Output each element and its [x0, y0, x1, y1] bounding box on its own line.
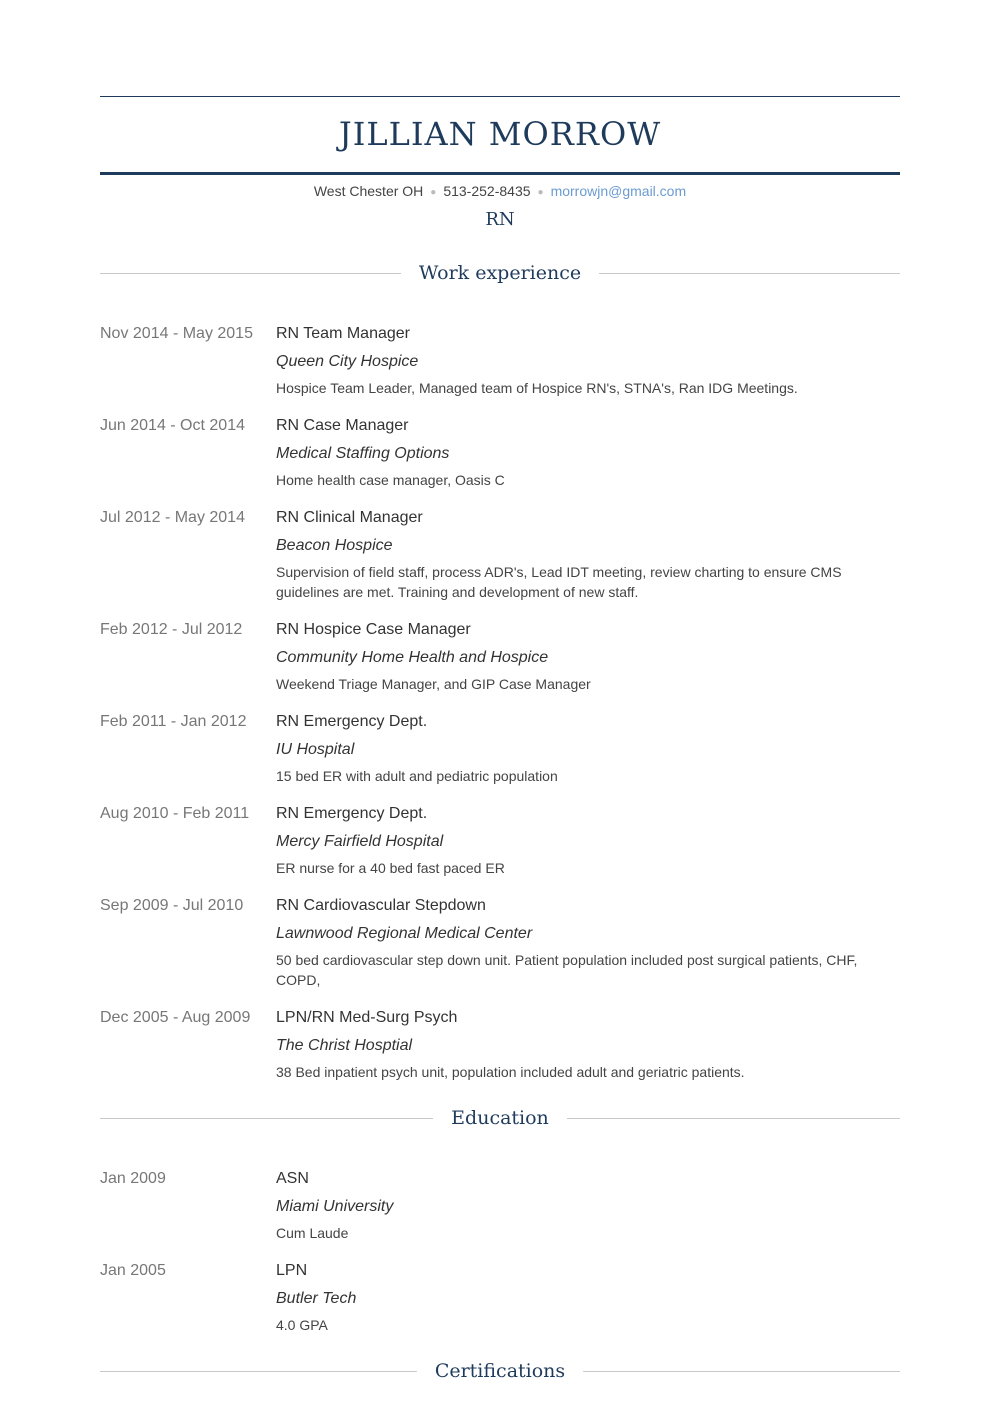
entry-organization: Lawnwood Regional Medical Center — [276, 925, 533, 942]
section-title-education: Education — [433, 1107, 567, 1129]
entry-title: RN Case Manager — [276, 417, 409, 434]
entry-organization: Queen City Hospice — [276, 353, 419, 370]
contact-phone: 513-252-8435 — [443, 183, 531, 199]
bullet-separator-icon: ● — [537, 187, 544, 198]
contact-email-link[interactable]: morrowjn@gmail.com — [550, 183, 687, 199]
entry-date: Dec 2005 - Aug 2009 — [100, 1009, 251, 1026]
entry-title: RN Clinical Manager — [276, 509, 423, 526]
certifications-header — [100, 1356, 900, 1386]
bullet-separator-icon: ● — [430, 187, 437, 198]
entry-organization: Beacon Hospice — [276, 537, 393, 554]
entry-description: ER nurse for a 40 bed fast paced ER — [276, 860, 505, 876]
candidate-name: JILLIAN MORROW — [338, 115, 662, 153]
resume-page — [100, 0, 900, 1410]
entry-title: RN Emergency Dept. — [276, 805, 428, 822]
entry-organization: Miami University — [276, 1198, 394, 1215]
header-bottom-rule — [100, 172, 900, 175]
entry-date: Jun 2014 - Oct 2014 — [100, 417, 245, 434]
entry-title: LPN/RN Med-Surg Psych — [276, 1009, 458, 1026]
entry-description: 15 bed ER with adult and pediatric population — [276, 768, 558, 784]
entry-title: RN Emergency Dept. — [276, 713, 428, 730]
section-title-certifications: Certifications — [417, 1360, 583, 1382]
entry-date: Jul 2012 - May 2014 — [100, 509, 245, 526]
entry-organization: The Christ Hosptial — [276, 1037, 413, 1054]
entry-title: RN Hospice Case Manager — [276, 621, 471, 638]
entry-title: RN Team Manager — [276, 325, 410, 342]
entry-date: Aug 2010 - Feb 2011 — [100, 805, 250, 822]
entry-title: LPN — [276, 1262, 308, 1279]
work-experience-header — [100, 258, 900, 288]
entry-description: Supervision of field staff, process ADR's, Lead IDT meeting, review charting to ensure CMS guidelines are met. Training and development of new staff. — [276, 564, 842, 600]
entry-description: 50 bed cardiovascular step down unit. Patient population included post surgical patients, CHF, COPD, — [276, 952, 858, 988]
entry-date: Jan 2009 — [100, 1170, 166, 1187]
entry-description: 4.0 GPA — [276, 1317, 328, 1333]
entry-organization: Mercy Fairfield Hospital — [276, 833, 444, 850]
contact-line — [100, 182, 900, 202]
entry-title: RN Cardiovascular Stepdown — [276, 897, 486, 914]
contact-location: West Chester OH — [313, 183, 424, 199]
job-role: RN — [485, 209, 515, 230]
entry-description: Home health case manager, Oasis C — [276, 472, 505, 488]
header-top-rule — [100, 96, 900, 97]
entry-description: Weekend Triage Manager, and GIP Case Manager — [276, 676, 591, 692]
entry-date: Nov 2014 - May 2015 — [100, 325, 253, 342]
entry-organization: Community Home Health and Hospice — [276, 649, 549, 666]
entry-title: ASN — [276, 1170, 309, 1187]
entry-description: Hospice Team Leader, Managed team of Hospice RN's, STNA's, Ran IDG Meetings. — [276, 380, 798, 396]
entry-date: Feb 2012 - Jul 2012 — [100, 621, 243, 638]
entry-date: Sep 2009 - Jul 2010 — [100, 897, 244, 914]
entry-organization: Medical Staffing Options — [276, 445, 450, 462]
entry-date: Jan 2005 — [100, 1262, 166, 1279]
entry-description: Cum Laude — [276, 1225, 349, 1241]
education-header — [100, 1103, 900, 1133]
entry-description: 38 Bed inpatient psych unit, population included adult and geriatric patients. — [276, 1064, 745, 1080]
entry-organization: IU Hospital — [276, 741, 355, 758]
entry-date: Feb 2011 - Jan 2012 — [100, 713, 247, 730]
section-title-work: Work experience — [401, 262, 599, 284]
entry-organization: Butler Tech — [276, 1290, 357, 1307]
